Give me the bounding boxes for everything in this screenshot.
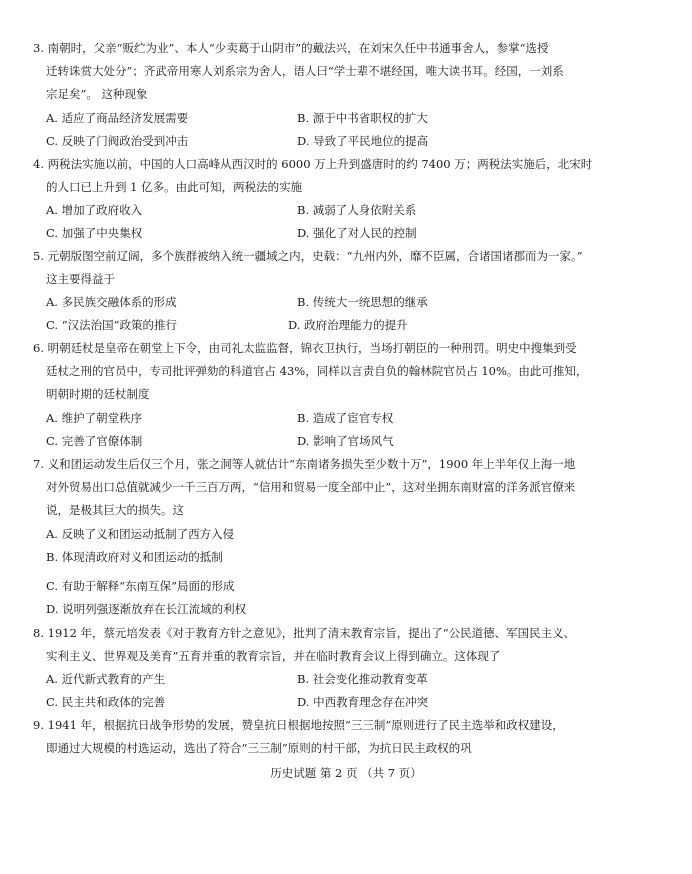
q6-option-a: A. 维护了朝堂秩序 [46, 411, 143, 425]
q3-option-d: D. 导致了平民地位的提高 [297, 134, 429, 148]
q3-option-c: C. 反映了门阀政治受到冲击 [46, 134, 189, 148]
q6-option-c: C. 完善了官僚体制 [46, 434, 143, 448]
q7-line-2: 对外贸易出口总值就减少一千三百万两，“信用和贸易一度全部中止”，这对坐拥东南财富的洋务派官僚来 [46, 480, 576, 494]
q3-line-3: 宗足矣”。 这种现象 [46, 87, 148, 101]
q5-option-d: D. 政府治理能力的提升 [288, 318, 408, 332]
q5-option-b: B. 传统大一统思想的继承 [297, 295, 428, 309]
q4-line-1: 4. 两税法实施以前，中国的人口高峰从西汉时的 6000 万上升到盛唐时的约 7400 万；两税法实施后，北宋时 [33, 157, 593, 171]
q6-option-d: D. 影响了官场风气 [297, 434, 394, 448]
q6-line-2: 廷杖之刑的官员中，专司批评弹劾的科道官占 43%，同样以言责自负的翰林院官员占 10%。由此可推知， [46, 364, 588, 378]
q6-line-3: 明朝时期的廷杖制度 [46, 387, 150, 401]
page-footer: 历史试题 第 2 页 （共 7 页） [270, 766, 422, 780]
q4-line-2: 的人口已上升到 1 亿多。由此可知，两税法的实施 [46, 180, 303, 194]
q5-option-c: C. “汉法治国”政策的推行 [46, 318, 177, 332]
q8-option-b: B. 社会变化推动教育变革 [297, 672, 428, 686]
q8-option-a: A. 近代新式教育的产生 [46, 672, 166, 686]
q5-option-a: A. 多民族交融体系的形成 [46, 295, 177, 309]
q4-option-a: A. 增加了政府收入 [46, 203, 143, 217]
q5-line-2: 这主要得益于 [46, 272, 115, 286]
q8-line-1: 8. 1912 年，蔡元培发表《对于教育方针之意见》，批判了清末教育宗旨，提出了“公民道德、军国民主义、 [33, 626, 576, 640]
q7-line-3: 说，是极其巨大的损失。这 [46, 503, 184, 517]
q5-line-1: 5. 元朝版图空前辽阔，多个族群被纳入统一疆域之内，史载：“九州内外，靡不臣属，合诸国诸郡而为一家。” [33, 249, 583, 263]
q9-line-1: 9. 1941 年，根据抗日战争形势的发展，赞皇抗日根据地按照“三三制”原则进行了民主选举和政权建设， [33, 718, 564, 732]
q4-option-d: D. 强化了对人民的控制 [297, 226, 417, 240]
q3-option-a: A. 适应了商品经济发展需要 [46, 111, 189, 125]
q3-line-2: 迁转诛赏大处分”；齐武帝用寒人刘系宗为舍人，语人曰“学士辈不堪经国，唯大读书耳。经国，一刘系 [46, 64, 564, 78]
q7-option-b: B. 体现清政府对义和团运动的抵制 [46, 550, 223, 564]
q9-line-2: 即通过大规模的村选运动，选出了符合“三三制”原则的村干部，为抗日民主政权的巩 [46, 741, 472, 755]
q8-line-2: 实利主义、世界观及美育”五育并重的教育宗旨，并在临时教育会议上得到确立。这体现了 [46, 649, 501, 663]
q4-option-c: C. 加强了中央集权 [46, 226, 143, 240]
q4-option-b: B. 减弱了人身依附关系 [297, 203, 417, 217]
q8-option-c: C. 民主共和政体的完善 [46, 695, 166, 709]
q7-line-1: 7. 义和团运动发生后仅三个月，张之洞等人就估计“东南诸务损失至少数十万”，1900 年上半年仅上海一地 [33, 457, 576, 471]
q6-line-1: 6. 明朝廷杖是皇帝在朝堂上下令，由司礼太监监督，锦衣卫执行，当场打朝臣的一种刑罚。明史中搜集到受 [33, 341, 577, 355]
q6-option-b: B. 造成了宦官专权 [297, 411, 394, 425]
q8-option-d: D. 中西教育理念存在冲突 [297, 695, 429, 709]
q7-option-a: A. 反映了义和团运动抵制了西方入侵 [46, 527, 235, 541]
q7-option-c: C. 有助于解释“东南互保”局面的形成 [46, 579, 235, 593]
q3-line-1: 3. 南朝时，父亲“贩纻为业”、本人“少卖葛于山阴市”的戴法兴，在刘宋久任中书通事舍人，参掌“选授 [33, 41, 549, 55]
q7-option-d: D. 说明列强逐渐放弃在长江流域的利权 [46, 602, 247, 616]
q3-option-b: B. 源于中书省职权的扩大 [297, 111, 428, 125]
